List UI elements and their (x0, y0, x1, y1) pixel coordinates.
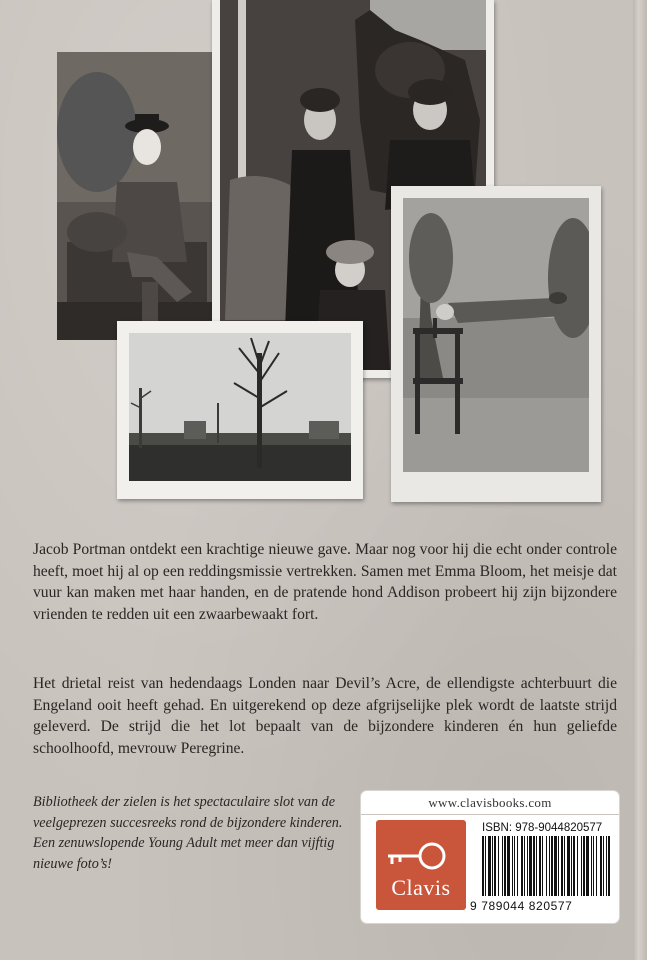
barcode-bar (600, 836, 602, 896)
barcode-bar (603, 836, 604, 896)
blurb-paragraph-1: Jacob Portman ontdekt een krachtige nieuwe gave. Maar nog voor hij die echt onder controle heeft, moet hij al op een reddingsmissie vertrekken. Samen met Emma Bloom, het meisje dat vuur kan maken met haar handen, en de pratende hond Addison probeert hij zijn bijzondere vrienden te redden uit een zwaarbewaakt fort. (33, 541, 617, 623)
barcode-bar (498, 836, 499, 896)
barcode-bar (524, 836, 525, 896)
photo-seated-masked-man (57, 52, 217, 340)
barcode-bar (549, 836, 550, 896)
barcode-bar (554, 836, 557, 896)
barcode-bar (512, 836, 513, 896)
barcode-bar (488, 836, 491, 896)
photo-floating-girl (391, 186, 601, 502)
barcode-bar (504, 836, 506, 896)
seated-man-figure (57, 52, 217, 340)
barcode-bar (583, 836, 585, 896)
barcode-bar (558, 836, 559, 896)
barcode-bar (482, 836, 484, 896)
barcode-bar (561, 836, 563, 896)
barcode-bar (539, 836, 541, 896)
barcode-bar (606, 836, 607, 896)
barcode-bar (581, 836, 582, 896)
photo-dead-tree (117, 321, 363, 499)
floating-girl-figure (403, 198, 589, 472)
barcode-bar (564, 836, 565, 896)
dead-tree-figure (129, 333, 351, 481)
barcode-bar (542, 836, 543, 896)
barcode-bar (527, 836, 528, 896)
barcode-bar (593, 836, 594, 896)
barcode-bar (494, 836, 496, 896)
publisher-url: www.clavisbooks.com (428, 795, 552, 810)
barcode-bar (485, 836, 486, 896)
isbn-label: ISBN: 978-9044820577 (482, 822, 603, 834)
barcode-bar (514, 836, 515, 896)
clavis-logo-text: Clavis (391, 875, 451, 900)
barcode-bar (571, 836, 572, 896)
barcode-bar (529, 836, 532, 896)
barcode-bar (533, 836, 535, 896)
barcode-bar (517, 836, 518, 896)
barcode-bar (573, 836, 575, 896)
barcode-bar (596, 836, 597, 896)
barcode-bar (551, 836, 553, 896)
barcode-bar (577, 836, 578, 896)
barcode-bar (502, 836, 503, 896)
tagline: Bibliotheek der zielen is het spectaculaire slot van de veelgeprezen succesreeks rond de bijzondere kinderen. Een zenuwslopende Young Adult met meer dan vijftig nieuwe foto’s! (33, 794, 343, 872)
barcode (482, 836, 610, 896)
blurb-paragraph-2: Het drietal reist van hedendaags Londen naar Devil’s Acre, de ellendigste achterbuurt die Engeland ooit heeft gehad. En uitgerekend op deze afgrijselijke plek wordt de laatste strijd geleverd. De strijd die het lot bepaalt van de bijzondere kinderen én hun geliefde schoolhoofd, mevrouw Peregrine. (33, 675, 617, 757)
barcode-bar (492, 836, 493, 896)
label-divider (361, 814, 619, 815)
barcode-bar (608, 836, 610, 896)
barcode-bar (586, 836, 589, 896)
barcode-bar (591, 836, 592, 896)
barcode-bar (546, 836, 547, 896)
barcode-bar (507, 836, 510, 896)
barcode-bar (567, 836, 570, 896)
barcode-bar (536, 836, 537, 896)
barcode-bar (521, 836, 523, 896)
barcode-number: 9 789044 820577 (470, 899, 573, 913)
spine-edge (633, 0, 647, 960)
